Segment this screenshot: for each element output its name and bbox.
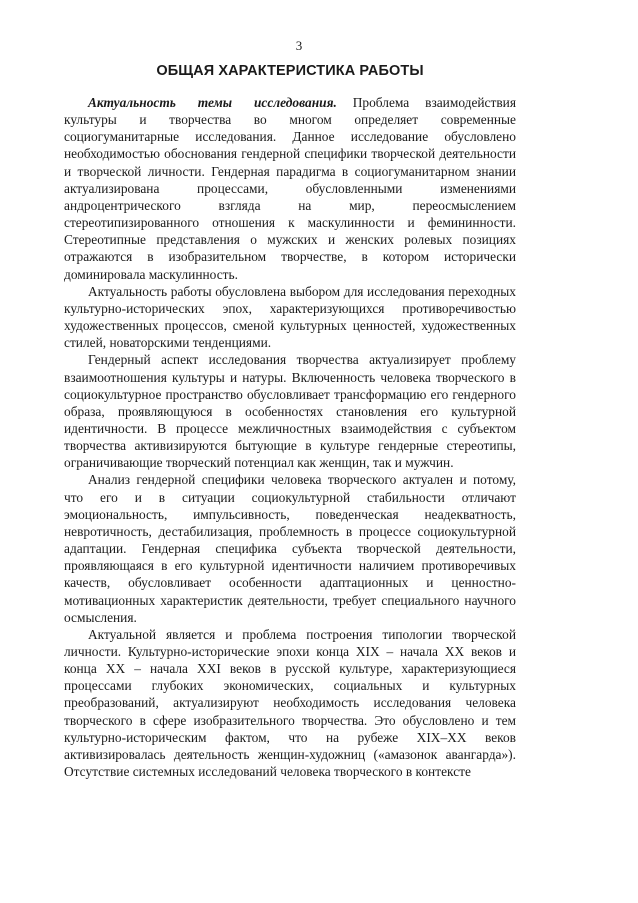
paragraph-lead: Актуальность темы исследования. — [88, 95, 337, 110]
paragraph — [64, 626, 516, 780]
paragraph-text: Гендерный аспект исследования творчества актуализирует проблему взаимоотношения культуры и натуры. Включенность человека творческого в социокультурное пространство обусловливает трансформацию его гендерного образа, проявляющуюся в особенностях становления его культурной идентичности. В процессе межличностных взаимодействия с субъектом творчества активизируются бытующие в культуре гендерные стереотипы, ограничивающие творческий потенциал как женщин, так и мужчин. — [64, 352, 516, 471]
paragraph — [64, 471, 516, 625]
section-heading: ОБЩАЯ ХАРАКТЕРИСТИКА РАБОТЫ — [156, 63, 424, 79]
paragraph-text: Актуальной является и проблема построения типологии творческой личности. Культурно-исторические эпохи конца XIX – начала XX веков и конца XX – начала XXI веков в русской культуре, характеризующиеся процессами глубоких экономических, социальных и культурных преобразований, актуализируют необходимость исследования человека творческого в сфере изобразительного творчества. Это обусловлено и тем культурно-историческим фактом, что на рубеже XIX–XX веков активизировалась деятельность женщин-художниц («амазонок авангарда»). Отсутствие системных исследований человека творческого в контексте — [64, 626, 516, 780]
paragraph-text: Актуальность работы обусловлена выбором для исследования переходных культурно-исторических эпох, характеризующихся противоречивостью художественных процессов, сменой культурных ценностей, художественных стилей, новаторскими тенденциями. — [64, 283, 516, 351]
paragraph-text: Анализ гендерной специфики человека творческого актуален и потому, что его и в ситуации социокультурной стабильности отличают эмоциональность, импульсивность, поведенческая неадекватность, невротичность, дестабилизация, проблемность в процессе социокультурной адаптации. Гендерная специфика субъекта творческой деятельности, проявляющаяся в его культурной идентичности наличием противоречивых качеств, обусловливает особенности адаптационных и ценностно-мотивационных характеристик деятельности, требует специального научного осмысления. — [64, 472, 516, 625]
body-text — [64, 94, 516, 780]
paragraph — [64, 94, 516, 283]
page-number: 3 — [295, 38, 303, 53]
paragraph — [64, 283, 516, 352]
paragraph-text: Проблема взаимодействия культуры и творчества во многом определяет современные социогуманитарные исследования. Данное исследование обусловлено необходимостью обоснования гендерной специфики творческой деятельности и творческой личности. Гендерная парадигма в социогуманитарном знании актуализирована процессами, обусловленными изменениями андроцентрического взгляда на мир, переосмыслением стереотипизированного отношения к маскулинности и фемининности. Стереотипные представления о мужских и женских ролевых позициях отражаются в изобразительном творчестве, в котором исторически доминировала маскулинность. — [64, 95, 516, 282]
paragraph — [64, 351, 516, 471]
